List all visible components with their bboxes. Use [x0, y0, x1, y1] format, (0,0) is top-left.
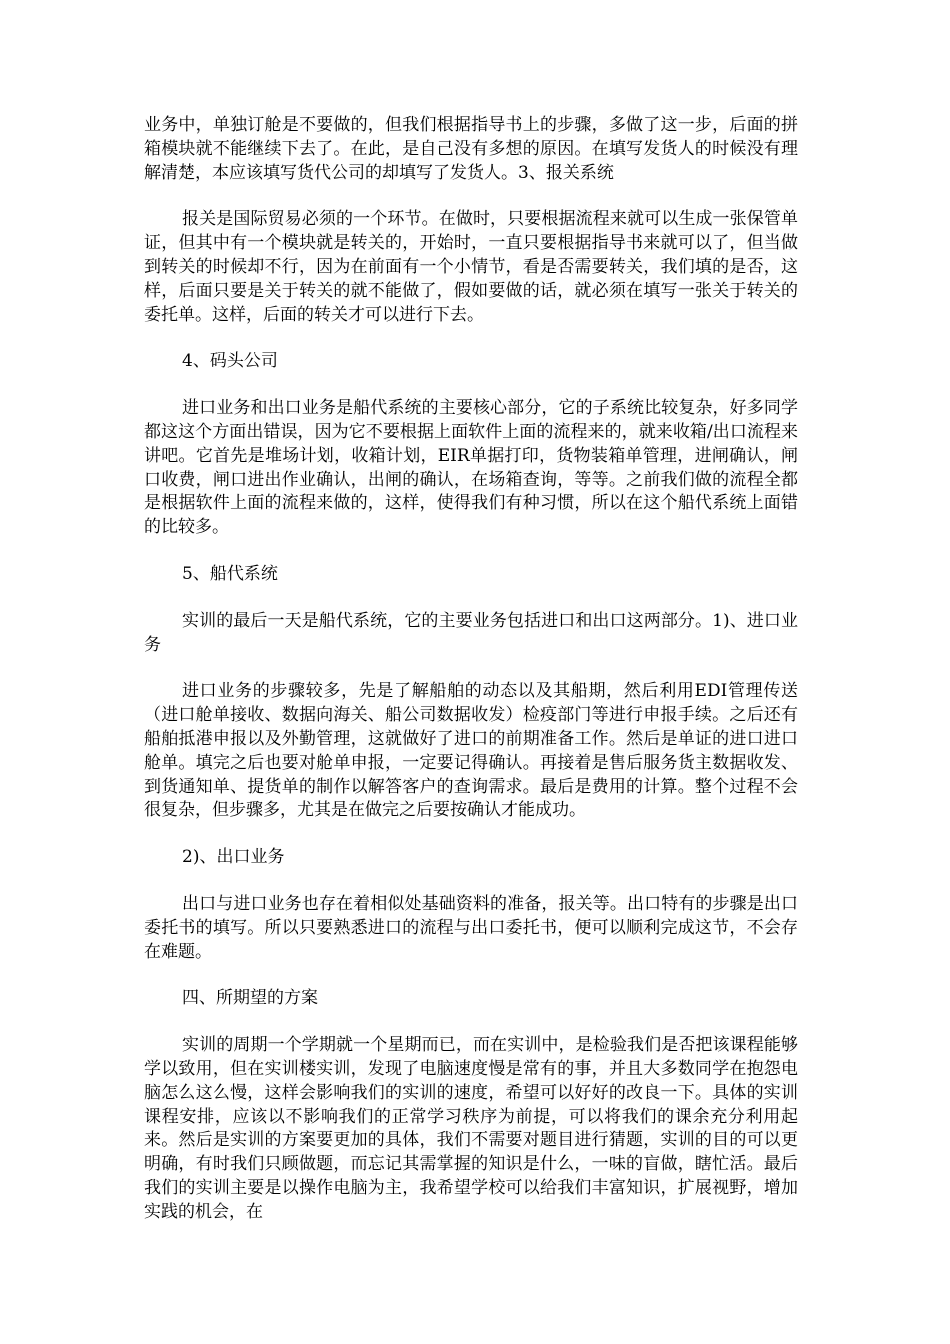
paragraph-customs: 报关是国际贸易必须的一个环节。在做时，只要根据流程来就可以生成一张保管单证，但其中有一个模块就是转关的，开始时，一直只要根据指导书来就可以了，但当做到转关的时候却不行，因为在前面有一个小情节，看是否需要转关，我们填的是否，这样，后面只要是关于转关的就不能做了，假如要做的话，就必须在填写一张关于转关的委托单。这样，后面的转关才可以进行下去。 — [144, 209, 798, 325]
section-heading-shipping-agency: 5、船代系统 — [182, 563, 278, 584]
paragraph-gap — [144, 964, 798, 987]
section-heading-terminal: 4、码头公司 — [182, 351, 278, 372]
paragraph-gap — [144, 1011, 798, 1034]
paragraph-continuation: 业务中，单独订舱是不要做的，但我们根据指导书上的步骤，多做了这一步，后面的拼箱模块就不能继续下去了。在此，是自己没有多想的原因。在填写发货人的时候没有理解清楚，本应该填写货代公司的却填写了发货人。3、报关系统 — [144, 115, 798, 183]
paragraph-terminal: 进口业务和出口业务是船代系统的主要核心部分，它的子系统比较复杂，好多同学都这这个方面出错误，因为它不要根据上面软件上面的流程来的，就来收箱/出口流程来讲吧。它首先是堆场计划，收箱计划，EIR单据打印，货物装箱单管理，进闸确认，闸口收费，闸口进出作业确认，出闸的确认，在场箱查询，等等。之前我们做的流程全都是根据软件上面的流程来做的，这样，使得我们有种习惯，所以在这个船代系统上面错的比较多。 — [144, 398, 798, 538]
paragraph-gap — [144, 870, 798, 893]
paragraph-expected-plan: 实训的周期一个学期就一个星期而已，而在实训中，是检验我们是否把该课程能够学以致用，但在实训楼实训，发现了电脑速度慢是常有的事，并且大多数同学在抱怨电脑怎么这么慢，这样会影响我们的实训的速度，希望可以好好的改良一下。具体的实训课程安排，应该以不影响我们的正常学习秩序为前提，可以将我们的课余充分利用起来。然后是实训的方案要更加的具体，我们不需要对题目进行猜题，实训的目的可以更明确，有时我们只顾做题，而忘记其需掌握的知识是什么，一味的盲做，瞎忙活。最后我们的实训主要是以操作电脑为主，我希望学校可以给我们丰富知识，扩展视野，增加实践的机会，在 — [144, 1035, 798, 1222]
paragraph-gap — [144, 540, 798, 563]
paragraph-shipping-agency: 实训的最后一天是船代系统，它的主要业务包括进口和出口这两部分。1)、进口业务 — [144, 610, 798, 655]
document-page — [144, 114, 798, 1224]
section-heading-export: 2)、出口业务 — [182, 847, 285, 868]
paragraph-import: 进口业务的步骤较多，先是了解船舶的动态以及其船期，然后利用EDI管理传送（进口舱单接收、数据向海关、船公司数据收发）检疫部门等进行申报手续。之后还有船舶抵港申报以及外勤管理，这就做好了进口的前期准备工作。然后是单证的进口进口舱单。填完之后也要对舱单申报，一定要记得确认。再接着是售后服务货主数据收发、到货通知单、提货单的制作以解答客户的查询需求。最后是费用的计算。整个过程不会很复杂，但步骤多，尤其是在做完之后要按确认才能成功。 — [144, 681, 798, 821]
paragraph-gap — [144, 374, 798, 397]
paragraph-gap — [144, 823, 798, 846]
paragraph-gap — [144, 185, 798, 208]
paragraph-gap — [144, 657, 798, 680]
section-heading-expected-plan: 四、所期望的方案 — [182, 988, 318, 1009]
paragraph-export: 出口与进口业务也存在着相似处基础资料的准备，报关等。出口特有的步骤是出口委托书的填写。所以只要熟悉进口的流程与出口委托书，便可以顺利完成这节，不会存在难题。 — [144, 893, 798, 962]
paragraph-gap — [144, 587, 798, 610]
paragraph-gap — [144, 327, 798, 350]
